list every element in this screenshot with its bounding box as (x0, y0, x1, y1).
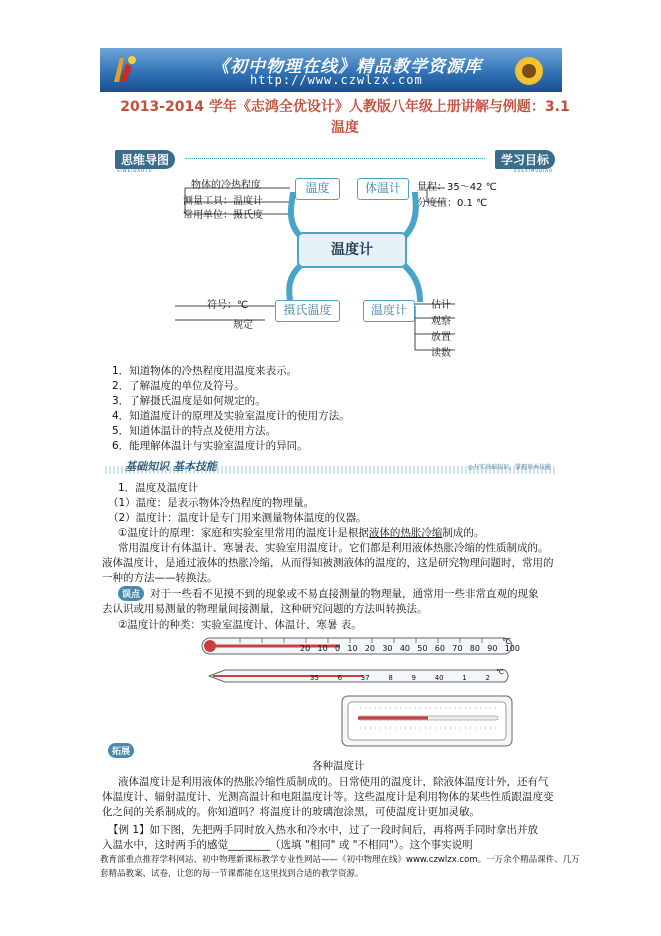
body-para-2: （2）温度计：温度计是专门用来测量物体温度的仪器。 (108, 512, 367, 524)
body-para-4: 常用温度计有体温计、寒暑表、实验室用温度计。它们都是利用液体热胀冷缩的性质制成的。 (118, 542, 549, 554)
center-thermometer: 温度计 (297, 232, 407, 268)
extension-badge: 拓展 (108, 743, 134, 758)
box-temperature: 温度 (295, 178, 340, 200)
figure-caption: 各种温度计 (312, 760, 365, 772)
tick-label: 6 (337, 674, 343, 682)
temp-item-1: 物体的冷热程度 (191, 180, 261, 191)
tick-label: 40 (399, 644, 410, 653)
celsius-item-2: 规定 (233, 320, 253, 331)
tick-label: 30 (382, 644, 393, 653)
mindmap-heading: 思维导图 (115, 150, 175, 169)
example-1: 【例 1】如下图，先把两手同时放入热水和冷水中，过了一段时间后，再将两手同时拿出并放 (108, 824, 539, 836)
section-bar (105, 456, 555, 476)
tick-label: 20 (364, 644, 376, 653)
box-clinical-thermometer: 体温计 (357, 178, 409, 200)
temp-item-3: 常用单位：摄氏度 (183, 210, 263, 221)
thermo-item-4: 读数 (431, 348, 451, 359)
tick-label: 35 (310, 674, 319, 682)
objectives-subheading: XUEXIMUBIAO (513, 168, 553, 173)
doc-title-line1: 2013-2014 学年《志鸿全优设计》人教版八年级上册讲解与例题：3.1 (120, 99, 570, 115)
thermo-item-1: 估计 (431, 300, 451, 311)
mindmap-subheading: SIWEIDAOTU (117, 168, 153, 173)
mind-map (115, 150, 555, 370)
footer-note: 教育部重点推荐学科网站、初中物理新课标教学专业性网站——《初中物理在线》www.czwlzx.com。一万余个精品课件、几万套精品教案、试卷，让您的每一节课都能在这里找到合适的教学资源。 (100, 855, 580, 879)
lab-thermometer-unit: ℃ (502, 637, 511, 646)
clinical-thermometer-scale (310, 674, 490, 682)
clinical-thermometer-unit: ℃ (496, 668, 504, 676)
objectives-heading: 学习目标 (495, 150, 555, 169)
objective-2: 2．了解温度的单位及符号。 (112, 380, 245, 392)
body-heading-1: 1．温度及温度计 (118, 482, 199, 494)
tick-label: 50 (417, 644, 428, 653)
body-para-1: （1）温度：是表示物体冷热程度的物理量。 (108, 497, 315, 509)
wall-thermometer (340, 694, 516, 750)
tick-label: 80 (469, 644, 480, 653)
body-item-2: 分度值：0.1 ℃ (417, 198, 488, 209)
body-para-5: 液体温度计，是通过液体的热胀冷缩，从而得知被测液体的温度的，这是研究物理问题时，常用的 (102, 557, 554, 569)
logo-icon (106, 52, 142, 88)
example-1-question: 入温水中，这时两手的感觉________（选填 "相同" 或 "不相同"）。这个事实说明 (102, 839, 473, 851)
tick-label: 2 (485, 674, 490, 682)
objective-5: 5．知道体温计的特点及使用方法。 (112, 425, 277, 437)
section-label: 基础知识 基本技能 (125, 460, 217, 473)
objective-6: 6．能理解体温计与实验室温度计的异同。 (112, 440, 308, 452)
body-para-11: 体温度计、辐射温度计、光测高温计和电阻温度计等。这些温度计是利用物体的某些性质跟温度变 (102, 791, 554, 803)
tick-label: 8 (388, 674, 393, 682)
thermo-item-3: 放置 (431, 332, 451, 343)
temp-item-2: 测量工具：温度计 (183, 196, 263, 207)
tick-label: 0 (334, 644, 341, 653)
thermo-item-2: 观察 (431, 316, 451, 327)
box-thermometer: 温度计 (363, 300, 415, 322)
body-para-8: 去认识或用易测量的物理量间接测量，这种研究问题的方法叫转换法。 (102, 603, 428, 615)
tick-label: 60 (434, 644, 445, 653)
underlined-key-term: 液体的热胀冷缩 (368, 527, 443, 539)
tick-label: 37 (360, 674, 370, 682)
tick-label: 70 (452, 644, 463, 653)
body-para-6: 一种的方法——转换法。 (102, 572, 218, 584)
tick-label: 40 (434, 674, 444, 682)
objective-1: 1．知道物体的冷热程度用温度来表示。 (112, 365, 298, 377)
banner-title: 《初中物理在线》精品教学资源库 (212, 57, 482, 77)
box-celsius: 摄氏温度 (275, 300, 340, 322)
body-item-1: 量程：35～42 ℃ (417, 182, 497, 193)
tick-label: 10 (317, 644, 328, 653)
section-tagline: ◎夯实基础知识，掌握基本技能 (467, 464, 551, 471)
lab-thermometer-scale (300, 644, 520, 653)
body-para-10: 液体温度计是利用液体的热胀冷缩性质制成的。日常使用的温度计，除液体温度计外，还有气 (118, 776, 549, 788)
tip-badge: 误点 (118, 586, 144, 601)
tick-label: 100 (504, 644, 520, 653)
tick-label: 90 (487, 644, 498, 653)
body-para-9: ②温度计的种类：实验室温度计、体温计、寒暑 表。 (118, 619, 362, 631)
header-banner (100, 48, 562, 92)
body-para-7: 对于一些看不见摸不到的现象或不易直接测量的物理量，通常用一些非常直观的现象 (150, 588, 539, 600)
tick-label: 9 (411, 674, 416, 682)
objective-3: 3．了解摄氏温度是如何规定的。 (112, 395, 266, 407)
objective-4: 4．知道温度计的原理及实验室温度计的使用方法。 (112, 410, 350, 422)
tick-label: 10 (347, 644, 358, 653)
body-para-3: ①温度计的原理：家庭和实验室里常用的温度计是根据液体的热胀冷缩制成的。 (118, 527, 485, 539)
tick-label: 20 (300, 644, 311, 653)
banner-url[interactable]: http://www.czwlzx.com (250, 73, 423, 87)
sunflower-icon (504, 52, 554, 90)
doc-title-line2: 温度 (331, 120, 359, 136)
celsius-item-1: 符号：℃ (207, 300, 249, 311)
body-para-12: 化之间的关系制成的。你知道吗？将温度计的玻璃泡涂黑，可使温度计更加灵敏。 (102, 806, 480, 818)
tick-label: 1 (462, 674, 467, 682)
